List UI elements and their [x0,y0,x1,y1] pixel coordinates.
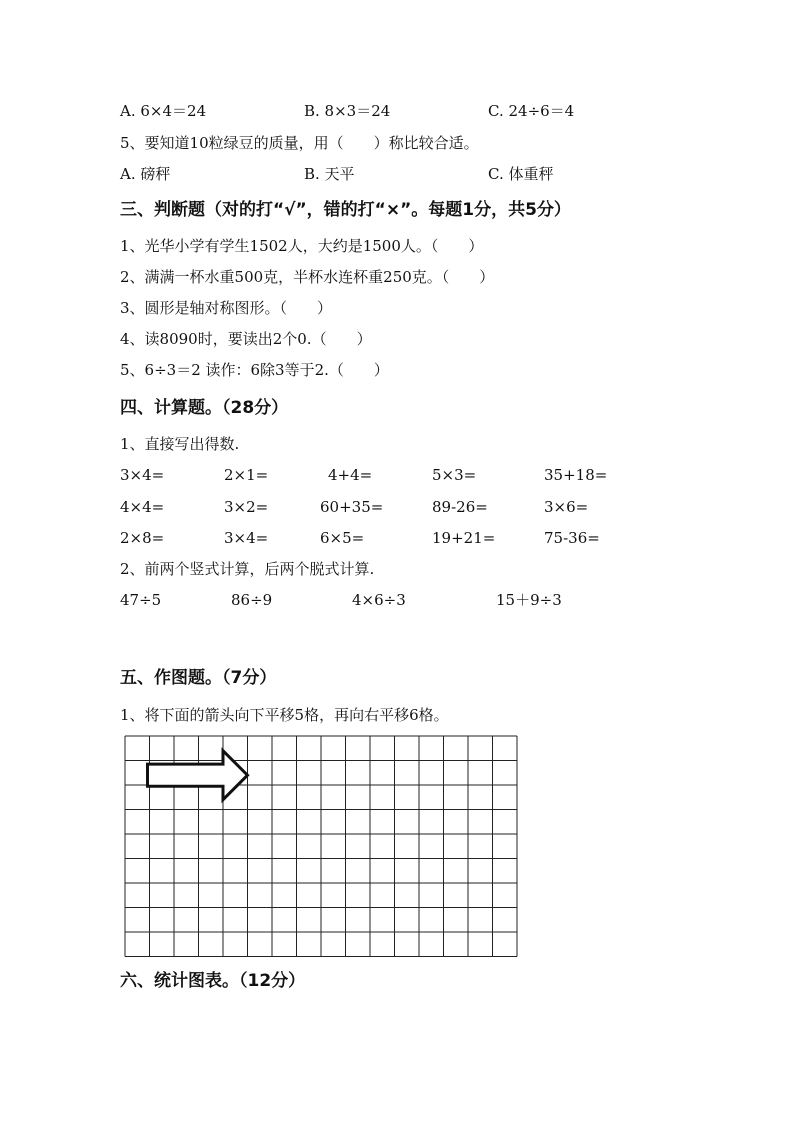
oral-calc-item: 3×6= [544,498,589,516]
oral-calc-item: 3×4= [120,466,165,484]
drawing-task-label: 1、将下面的箭头向下平移5格，再向右平移6格。 [120,706,449,724]
written-calc-label: 2、前两个竖式计算，后两个脱式计算. [120,560,375,578]
drawing-grid [124,735,520,961]
oral-calc-item: 89-26= [432,498,488,516]
written-calc-item: 86÷9 [231,591,273,609]
judge-item: 4、读8090时，要读出2个0.（ ） [120,330,372,348]
judge-item: 3、圆形是轴对称图形。（ ） [120,299,333,317]
q5-option-a: A. 磅秤 [120,165,171,183]
q4-option-a: A. 6×4＝24 [120,102,207,120]
oral-calc-item: 4+4= [328,466,373,484]
oral-calc-item: 3×4= [224,529,269,547]
judge-item: 2、满满一杯水重500克，半杯水连杯重250克。（ ） [120,268,495,286]
q5-option-c: C. 体重秤 [488,165,554,183]
oral-calc-item: 60+35= [320,498,384,516]
oral-calc-item: 4×4= [120,498,165,516]
section5-title: 五、作图题。（7分） [120,668,277,688]
oral-calc-item: 5×3= [432,466,477,484]
judge-item: 1、光华小学有学生1502人，大约是1500人。（ ） [120,237,484,255]
section4-title: 四、计算题。（28分） [120,398,289,418]
oral-calc-item: 35+18= [544,466,608,484]
written-calc-item: 47÷5 [120,591,162,609]
oral-calc-item: 75-36= [544,529,600,547]
written-calc-item: 15＋9÷3 [496,591,562,609]
q5-option-b: B. 天平 [304,165,355,183]
oral-calc-item: 2×1= [224,466,269,484]
oral-calc-label: 1、直接写出得数. [120,435,240,453]
judge-item: 5、6÷3＝2 读作：6除3等于2.（ ） [120,361,389,379]
oral-calc-item: 6×5= [320,529,365,547]
arrow-shape [148,751,248,800]
q4-option-b: B. 8×3＝24 [304,102,391,120]
oral-calc-item: 3×2= [224,498,269,516]
oral-calc-item: 19+21= [432,529,496,547]
q4-option-c: C. 24÷6＝4 [488,102,575,120]
oral-calc-item: 2×8= [120,529,165,547]
section6-title: 六、统计图表。（12分） [120,971,306,991]
section3-title: 三、判断题（对的打“√”，错的打“×”。每题1分，共5分） [120,200,571,220]
grid-with-arrow [124,735,520,957]
q5-stem: 5、要知道10粒绿豆的质量，用（ ）称比较合适。 [120,134,479,152]
written-calc-item: 4×6÷3 [352,591,406,609]
